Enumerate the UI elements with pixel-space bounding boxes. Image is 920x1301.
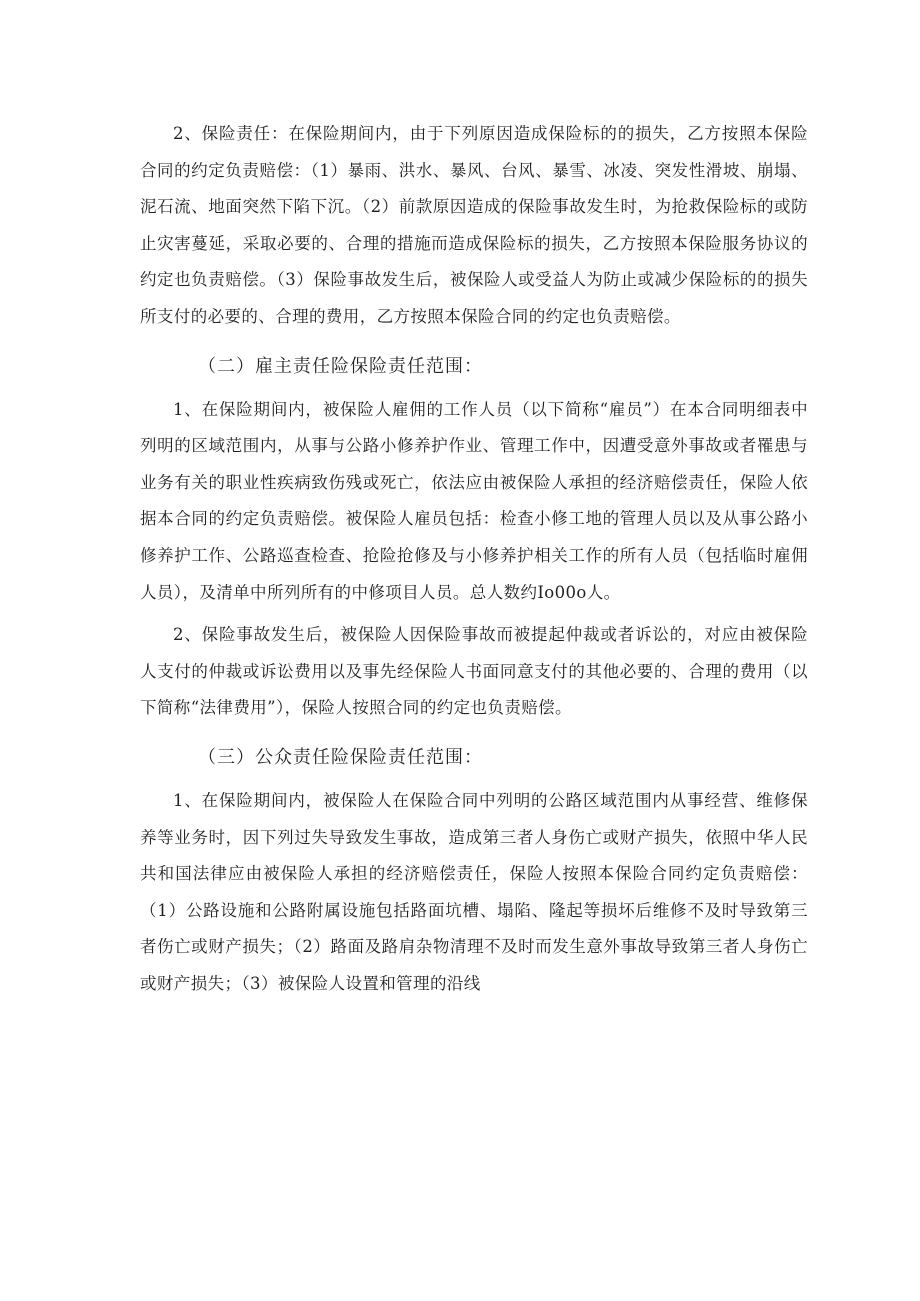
paragraph-legal-costs: 2、保险事故发生后，被保险人因保险事故而被提起仲裁或者诉讼的，对应由被保险人支付的仲裁或诉讼费用以及事先经保险人书面同意支付的其他必要的、合理的费用（以下简称“法律费用”），保险人按照合同的约定也负责赔偿。 (140, 625, 808, 718)
document-body (140, 116, 808, 1002)
paragraph-public-scope: 1、在保险期间内，被保险人在保险合同中列明的公路区域范围内从事经营、维修保养等业务时，因下列过失导致发生事故，造成第三者人身伤亡或财产损失，依照中华人民共和国法律应由被保险人承担的经济赔偿责任，保险人按照本保险合同约定负责赔偿：（1）公路设施和公路附属设施包括路面坑槽、塌陷、隆起等损坏后维修不及时导致第三者伤亡或财产损失；（2）路面及路肩杂物清理不及时而发生意外事故导致第三者人身伤亡或财产损失；（3）被保险人设置和管理的沿线 (140, 790, 808, 993)
section-heading-public-liability: （三）公众责任险保险责任范围： (198, 746, 483, 768)
paragraph-insurance-liability: 2、保险责任：在保险期间内，由于下列原因造成保险标的的损失，乙方按照本保险合同的约定负责赔偿：（1）暴雨、洪水、暴风、台风、暴雪、冰凌、突发性滑坡、崩塌、泥石流、地面突然下陷下沉。（2）前款原因造成的保险事故发生时，为抢救保险标的或防止灾害蔓延，采取必要的、合理的措施而造成保险标的损失，乙方按照本保险服务协议的约定也负责赔偿。（3）保险事故发生后，被保险人或受益人为防止或减少保险标的的损失所支付的必要的、合理的费用，乙方按照本保险合同的约定也负责赔偿。 (140, 124, 808, 326)
paragraph-employer-scope: 1、在保险期间内，被保险人雇佣的工作人员（以下简称“雇员”）在本合同明细表中列明的区域范围内，从事与公路小修养护作业、管理工作中，因遭受意外事故或者罹患与业务有关的职业性疾病致伤残或死亡，依法应由被保险人承担的经济赔偿责任，保险人依据本合同的约定负责赔偿。被保险人雇员包括：检查小修工地的管理人员以及从事公路小修养护工作、公路巡查检查、抢险抢修及与小修养护相关工作的所有人员（包括临时雇佣人员），及清单中所列所有的中修项目人员。总人数约Io00o人。 (140, 399, 808, 602)
section-heading-employer-liability: （二）雇主责任险保险责任范围： (198, 355, 483, 377)
